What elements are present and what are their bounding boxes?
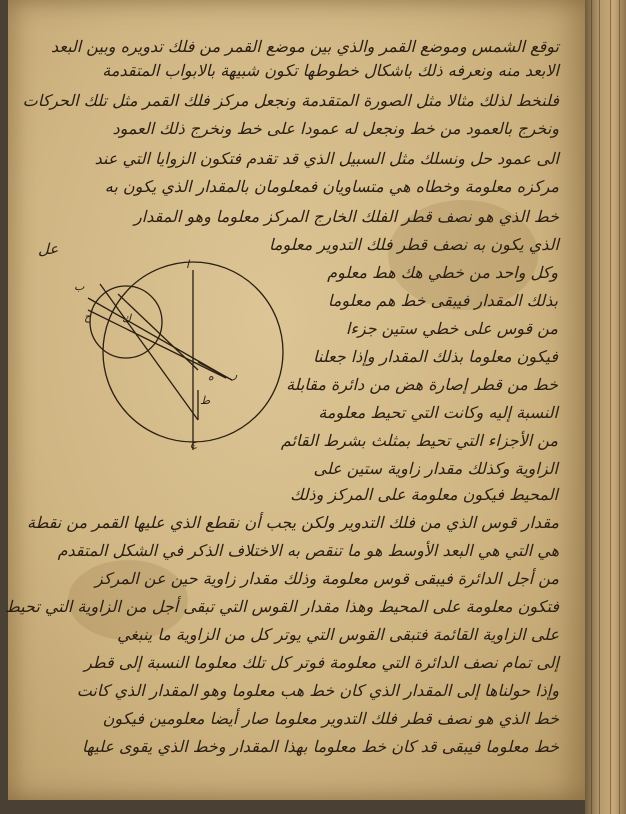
text-line: ونخرج بالعمود من خط ونجعل له عمودا على خط ونخرج ذلك العمود [112, 119, 559, 138]
tangent-line [88, 310, 226, 378]
text-line: خط معلوما فيبقى قد كان خط معلوما بهذا المقدار وخط الذي يقوى عليها [81, 737, 559, 756]
text-line: من الأجزاء التي تحيط بمثلث بشرط القائم [280, 431, 558, 450]
text-line: مركزه معلومة وخطاه هي متساويان فمعلومان بالمقدار الذي يكون به [104, 177, 559, 196]
diagram-label: ج [190, 436, 198, 449]
text-line: فتكون معلومة على المحيط وهذا مقدار القوس التي تبقى أجل من الزاوية التي تحيط [4, 597, 559, 616]
gutter-edge [591, 0, 592, 814]
diagram-label: ر [232, 368, 238, 381]
text-line: على الزاوية القائمة فتبقى القوس التي يوتر كل من الزاوية ما ينبغي [117, 625, 559, 644]
text-line: توقع الشمس وموضع القمر والذي بين موضع القمر من فلك تدويره وبين البعد [50, 37, 559, 56]
text-line: خط من قطر إصارة هض من دائرة مقابلة [286, 375, 558, 394]
diagram-label: ه [208, 370, 214, 383]
text-line: الابعد منه ونعرفه ذلك باشكال خطوطها تكون شبيهة بالابواب المتقدمة [102, 61, 559, 80]
text-line: مقدار قوس الذي من فلك التدوير ولكن يجب أن نقطع الذي عليها القمر من نقطة [26, 513, 559, 532]
diagram-label: ك [122, 312, 132, 325]
text-line: من قوس على خطي ستين جزءا [345, 319, 558, 338]
manuscript-page [4, 0, 592, 800]
diagram-label: ا [186, 258, 190, 271]
epicycle-diagram [48, 258, 298, 500]
text-line: الزاوية وكذلك مقدار زاوية ستين على [313, 459, 558, 478]
radius-line [88, 298, 228, 378]
text-line: وكل واحد من خطي هك هط معلوم [327, 263, 558, 282]
text-line: خط الذي هو نصف قطر فلك التدوير معلوما صار أيضا معلومين فيكون [102, 709, 559, 728]
gutter-edge [619, 0, 620, 814]
text-line: خط الذي هو نصف قطر الفلك الخارج المركز معلوما وهو المقدار [134, 207, 559, 226]
diagram-label: ب [74, 280, 85, 293]
margin-note: عل [38, 240, 59, 258]
text-line: بذلك المقدار فيبقى خط هم معلوما [327, 291, 558, 310]
diagram-label: ط [200, 394, 211, 407]
text-line: الذي يكون به نصف قطر فلك التدوير معلوما [269, 235, 559, 254]
text-line: وإذا حولناها إلى المقدار الذي كان خط هب معلوما وهو المقدار الذي كانت [76, 681, 559, 700]
text-line: المحيط فيكون معلومة على المركز وذلك [290, 485, 558, 504]
diagram-label: ح [84, 310, 92, 323]
text-line: هي التي هي البعد الأوسط هو ما تنقص به الاختلاف الذكر في الشكل المتقدم [57, 541, 559, 560]
text-line: فيكون معلوما بذلك المقدار وإذا جعلنا [313, 347, 558, 366]
text-line: إلى تمام نصف الدائرة التي معلومة فوتر كل تلك معلوما النسبة إلى قطر [84, 653, 559, 672]
text-line: النسبة إليه وكانت التي تحيط معلومة [318, 403, 558, 422]
gutter-edge [610, 0, 611, 814]
text-line: من أجل الدائرة فيبقى قوس معلومة وذلك مقدار زاوية حين عن المركز [95, 569, 559, 588]
gutter-edge [599, 0, 600, 814]
text-line: فلنخط لذلك مثالا مثل الصورة المتقدمة ونجعل مركز فلك القمر مثل تلك الحركات [22, 91, 559, 110]
text-line: الى عمود حل ونسلك مثل السبيل الذي قد تقدم فتكون الزوايا التي عند [94, 149, 559, 168]
short-line [198, 362, 232, 380]
book-gutter [585, 0, 626, 814]
